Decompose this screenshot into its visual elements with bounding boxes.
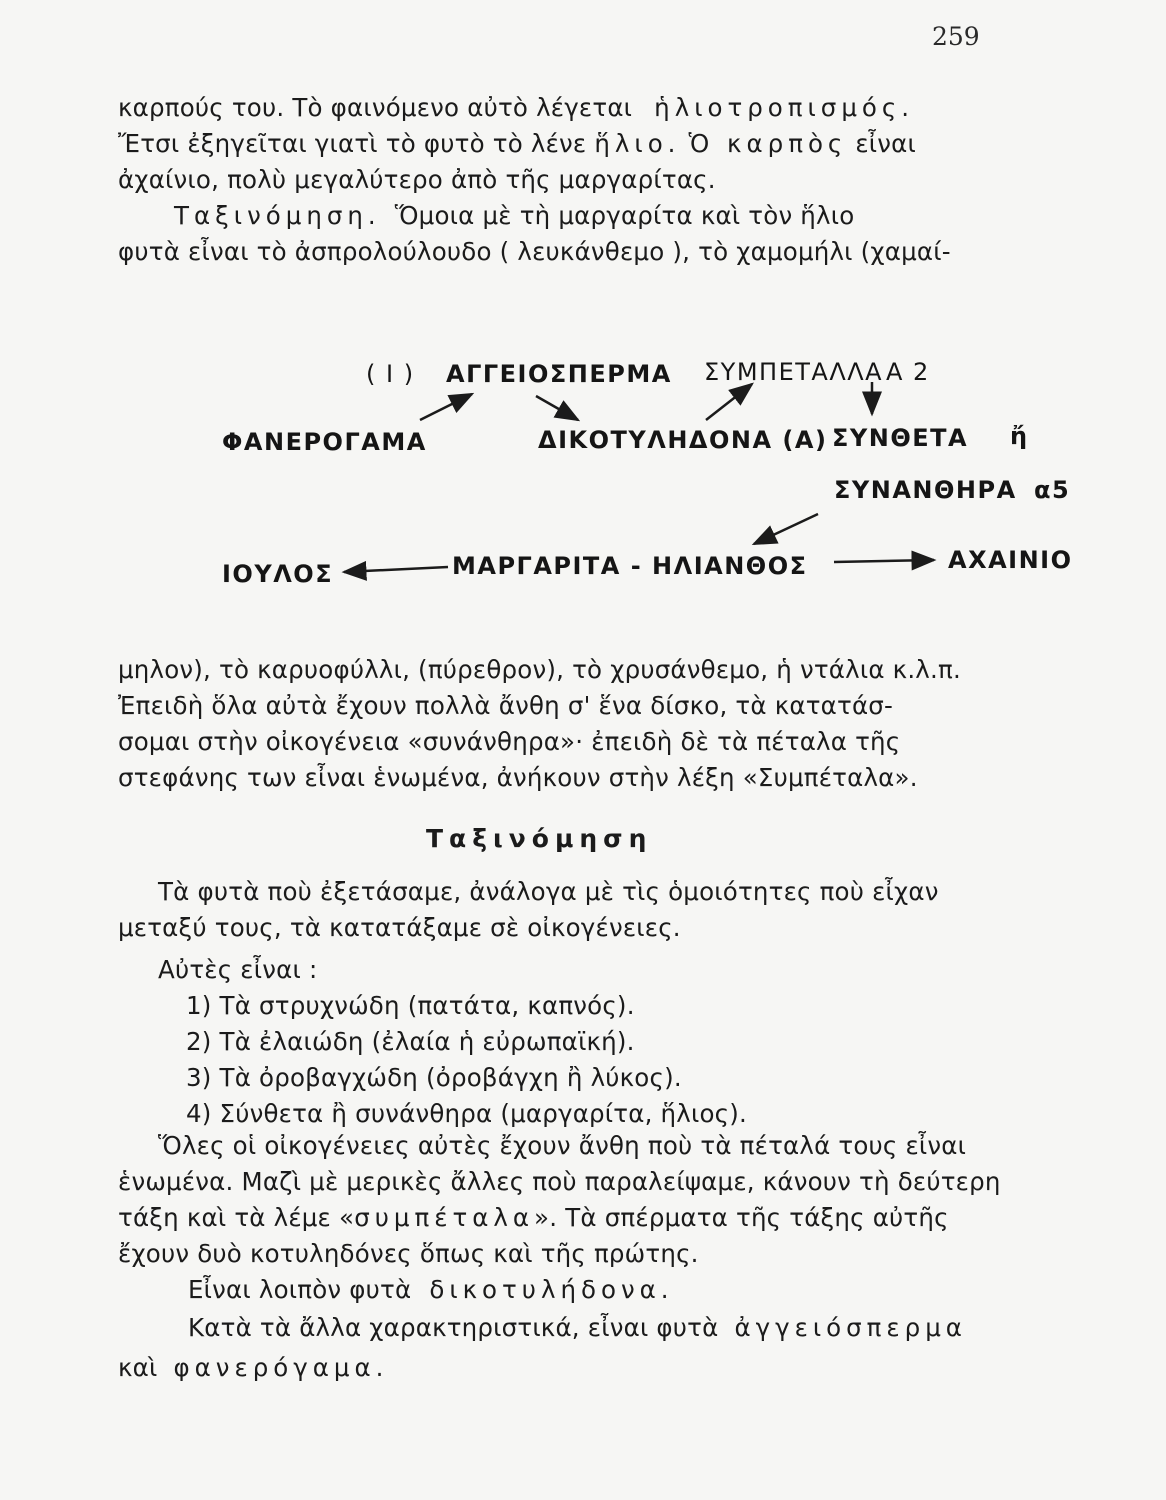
text-line: σομαι στὴν οἰκογένεια «συνάνθηρα»· ἐπειδὴ δὲ τὰ πέταλα τῆς [118, 727, 901, 756]
diagram-a2: Α 2 [886, 358, 930, 386]
arrow-phanerogama-angiosperm [420, 394, 472, 420]
diagram-dicotyledona: ΔΙΚΟΤΥΛΗΔΟΝΑ (Α) [538, 426, 828, 454]
text-line: Αὐτὲς εἶναι : [158, 955, 318, 984]
text-line [118, 1352, 388, 1384]
text-span: τάξη καὶ τὰ λέμε « [118, 1203, 355, 1232]
text-line [188, 1274, 674, 1306]
text-line: φυτὰ εἶναι τὸ ἀσπρολούλουδο ( λευκάνθεμο ), τὸ χαμομήλι (χαμαί- [118, 237, 951, 266]
text-line [188, 1312, 967, 1344]
spaced-term: Ὁ καρπὸς [688, 129, 848, 158]
text-span: καρπούς του. Τὸ φαινόμενο αὐτὸ λέγεται [118, 93, 633, 122]
spaced-term: Ταξινόμηση. [174, 201, 381, 230]
list-item: 2) Τὰ ἐλαιώδη (ἐλαία ἡ εὐρωπαϊκή). [186, 1027, 635, 1056]
arrow-synanthera-margarita [754, 514, 818, 544]
text-line: Τὰ φυτὰ ποὺ ἐξετάσαμε, ἀνάλογα μὲ τὶς ὁμοιότητες ποὺ εἶχαν [158, 877, 939, 906]
text-line: Ἐπειδὴ ὅλα αὐτὰ ἔχουν πολλὰ ἄνθη σ' ἕνα δίσκο, τὰ κατατάσ- [118, 691, 894, 720]
text-line: μεταξύ τους, τὰ κατατάξαμε σὲ οἰκογένειες. [118, 913, 681, 942]
spaced-term: ἀγγειόσπερμα [734, 1313, 967, 1342]
text-span: εἶναι [855, 129, 916, 158]
diagram-a5: α5 [1034, 476, 1071, 504]
diagram-eta: ἤ [1010, 422, 1029, 450]
text-line: ἀχαίνιο, πολὺ μεγαλύτερο ἀπὸ τῆς μαργαρίτας. [118, 165, 716, 194]
text-line: ἑνωμένα. Μαζὶ μὲ μερικὲς ἄλλες ποὺ παραλείψαμε, κάνουν τὴ δεύτερη [118, 1167, 1001, 1196]
arrow-dicotyledona-sympetala [706, 384, 752, 420]
spaced-term: δικοτυλήδονα. [429, 1275, 674, 1304]
text-line: ἔχουν δυὸ κοτυληδόνες ὅπως καὶ τῆς πρώτης. [118, 1239, 699, 1268]
diagram-achainio: ΑΧΑΙΝΙΟ [948, 546, 1073, 574]
text-line: στεφάνης των εἶναι ἑνωμένα, ἀνήκουν στὴν λέξη «Συμπέταλα». [118, 763, 918, 792]
diagram-numeral: ( I ) [366, 360, 415, 388]
text-line: μηλον), τὸ καρυοφύλλι, (πύρεθρον), τὸ χρυσάνθεμο, ἡ ντάλια κ.λ.π. [118, 655, 961, 684]
section-heading: Ταξινόμηση [426, 824, 653, 853]
diagram-angiosperm: ΑΓΓΕΙΟΣΠΕΡΜΑ [446, 360, 672, 388]
text-span: Ὅμοια μὲ τὴ μαργαρίτα καὶ τὸν ἥλιο [394, 201, 855, 230]
spaced-term: φανερόγαμα. [173, 1353, 389, 1382]
text-span: καὶ [118, 1353, 158, 1382]
spaced-term: ἡλιοτροπισμός. [654, 93, 915, 122]
spaced-term: συμπέταλα [354, 1203, 535, 1232]
spaced-term: ἥλιο. [594, 129, 681, 158]
diagram-ioulos: ΙΟΥΛΟΣ [222, 560, 334, 588]
text-line: Ὅλες οἱ οἰκογένειες αὐτὲς ἔχουν ἄνθη ποὺ τὰ πέταλά τους εἶναι [158, 1131, 967, 1160]
page-number: 259 [932, 22, 980, 51]
diagram-synanthera: ΣΥΝΑΝΘΗΡΑ [834, 476, 1017, 504]
list-item: 4) Σύνθετα ἢ συνάνθηρα (μαργαρίτα, ἥλιος). [186, 1099, 747, 1128]
text-line [118, 1202, 949, 1234]
arrow-angiosperm-dicotyledona [536, 396, 578, 420]
text-span: ». Τὰ σπέρματα τῆς τάξης αὐτῆς [534, 1203, 949, 1232]
arrow-margarita-ioulos [344, 567, 448, 572]
diagram-margarita: ΜΑΡΓΑΡΙΤΑ - ΗΛΙΑΝΘΟΣ [452, 552, 808, 580]
text-span: Κατὰ τὰ ἄλλα χαρακτηριστικά, εἶναι φυτὰ [188, 1313, 719, 1342]
list-item: 3) Τὰ ὀροβαγχώδη (ὀροβάγχη ἢ λύκος). [186, 1063, 682, 1092]
text-span: Ἔτσι ἐξηγεῖται γιατὶ τὸ φυτὸ τὸ λένε [118, 129, 587, 158]
diagram-sympetala: ΣΥΜΠΕΤΑΛΛΑ [704, 358, 884, 386]
diagram-phanerogama: ΦΑΝΕΡΟΓΑΜΑ [222, 428, 427, 456]
diagram-syntheta: ΣΥΝΘΕΤΑ [832, 424, 969, 452]
arrow-margarita-achainio [834, 560, 934, 562]
text-span: Εἶναι λοιπὸν φυτὰ [188, 1275, 412, 1304]
list-item: 1) Τὰ στρυχνώδη (πατάτα, καπνός). [186, 991, 635, 1020]
